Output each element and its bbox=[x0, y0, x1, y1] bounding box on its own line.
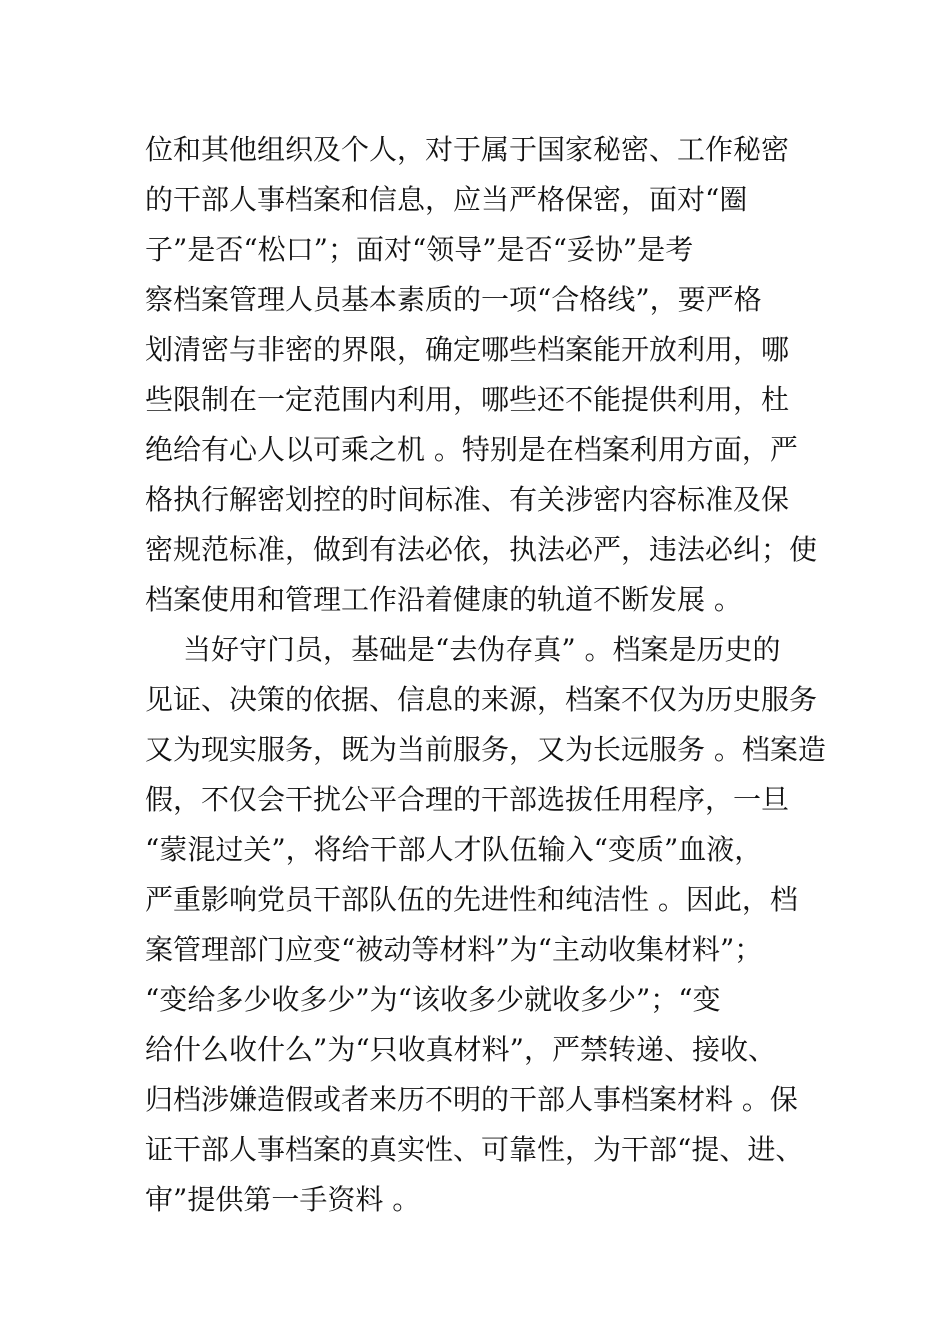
text-line: 假，不仅会干扰公平合理的干部选拔任用程序，一旦 bbox=[145, 783, 790, 816]
text-line: 归档涉嫌造假或者来历不明的干部人事档案材料 。保 bbox=[145, 1083, 798, 1116]
text-line: 密规范标准，做到有法必依，执法必严，违法必纠；使 bbox=[145, 533, 818, 566]
text-line: 审”提供第一手资料 。 bbox=[145, 1183, 421, 1216]
text-line: “蒙混过关”，将给干部人才队伍输入“变质”血液， bbox=[145, 833, 763, 866]
text-line: 绝给有心人以可乘之机 。特别是在档案利用方面，严 bbox=[145, 433, 798, 466]
text-line: 见证、决策的依据、信息的来源，档案不仅为历史服务 bbox=[145, 683, 818, 716]
text-line: 位和其他组织及个人，对于属于国家秘密、工作秘密 bbox=[145, 133, 790, 166]
paragraph-first-line: 当好守门员，基础是“去伪存真” 。档案是历史的 bbox=[183, 633, 781, 666]
text-line: 证干部人事档案的真实性、可靠性，为干部“提、进、 bbox=[145, 1133, 804, 1166]
text-line: 格执行解密划控的时间标准、有关涉密内容标准及保 bbox=[145, 483, 790, 516]
text-line: 档案使用和管理工作沿着健康的轨道不断发展 。 bbox=[145, 583, 742, 616]
text-line: 子”是否“松口”；面对“领导”是否“妥协”是考 bbox=[145, 233, 694, 266]
text-line: “变给多少收多少”为“该收多少就收多少”；“变 bbox=[145, 983, 721, 1016]
text-line: 又为现实服务，既为当前服务，又为长远服务 。档案造 bbox=[145, 733, 826, 766]
text-line: 些限制在一定范围内利用，哪些还不能提供利用，杜 bbox=[145, 383, 790, 416]
text-line: 案管理部门应变“被动等材料”为“主动收集材料”； bbox=[145, 933, 763, 966]
text-line: 划清密与非密的界限，确定哪些档案能开放利用，哪 bbox=[145, 333, 790, 366]
text-line: 的干部人事档案和信息，应当严格保密，面对“圈 bbox=[145, 183, 748, 216]
text-line: 严重影响党员干部队伍的先进性和纯洁性 。因此，档 bbox=[145, 883, 798, 916]
text-line: 察档案管理人员基本素质的一项“合格线”，要严格 bbox=[145, 283, 762, 316]
text-line: 给什么收什么”为“只收真材料”，严禁转递、接收、 bbox=[145, 1033, 776, 1066]
